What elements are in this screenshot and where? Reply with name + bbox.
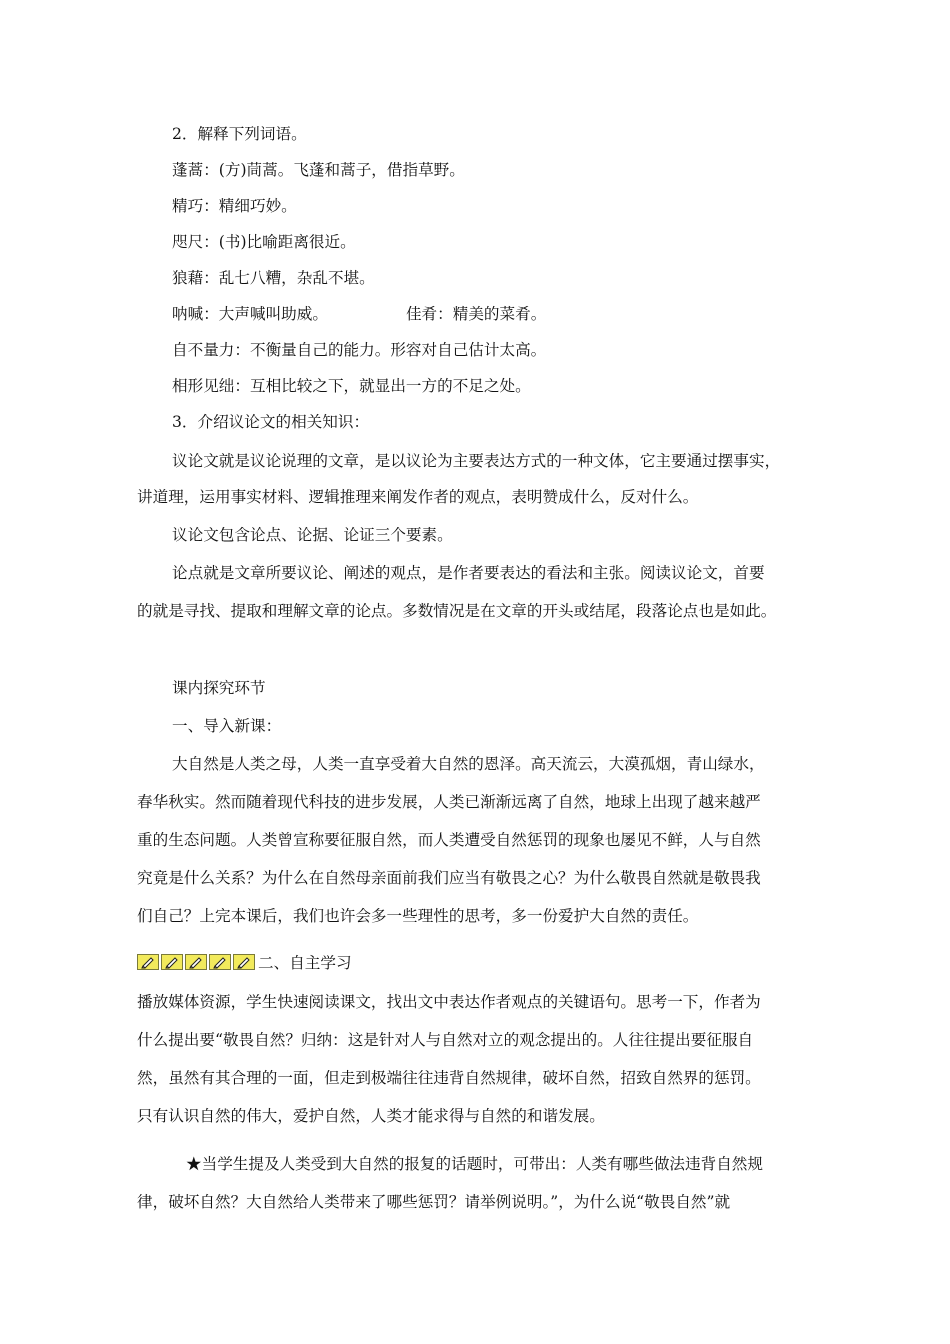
- pencil-icon: [233, 954, 255, 970]
- pencil-icon: [137, 954, 159, 970]
- paragraph-line: 然，虽然有其合理的一面，但走到极端往往违背自然规律，破坏自然，招致自然界的惩罚。: [137, 1069, 761, 1087]
- term-penghao: 蓬蒿：(方)茼蒿。飞蓬和蒿子，借指草野。: [172, 161, 465, 179]
- paragraph-line: 讲道理，运用事实材料、逻辑推理来阐发作者的观点，表明赞成什么，反对什么。: [137, 488, 699, 506]
- subsection-heading: 二、自主学习: [258, 954, 352, 972]
- pencil-icon: [209, 954, 231, 970]
- paragraph-line: 的就是寻找、提取和理解文章的论点。多数情况是在文章的开头或结尾，段落论点也是如此。: [137, 602, 777, 620]
- term-nahan: 呐喊：大声喊叫助威。: [172, 305, 328, 323]
- pencil-icon: [185, 954, 207, 970]
- paragraph-line: 们自己？上完本课后，我们也许会多一些理性的思考，多一份爱护大自然的责任。: [137, 907, 699, 925]
- paragraph-line: 论点就是文章所要议论、阐述的观点，是作者要表达的看法和主张。阅读议论文，首要: [172, 564, 765, 582]
- paragraph-line: 春华秋实。然而随着现代科技的进步发展，人类已渐渐远离了自然，地球上出现了越来越严: [137, 793, 761, 811]
- paragraph-line: 什么提出要“敬畏自然？归纳：这是针对人与自然对立的观念提出的。人往往提出要征服自: [137, 1031, 754, 1049]
- term-xiangxingjianchu: 相形见绌：互相比较之下，就显出一方的不足之处。: [172, 377, 531, 395]
- paragraph-line: 重的生态问题。人类曾宣称要征服自然，而人类遭受自然惩罚的现象也屡见不鲜，人与自然: [137, 831, 761, 849]
- paragraph-line: 议论文就是议论说理的文章，是以议论为主要表达方式的一种文体，它主要通过摆事实，: [172, 452, 781, 470]
- icon-strip: [137, 954, 257, 972]
- term-zhichi: 咫尺：(书)比喻距离很近。: [172, 233, 356, 251]
- paragraph-line: 播放媒体资源，学生快速阅读课文，找出文中表达作者观点的关键语句。思考一下，作者为: [137, 993, 761, 1011]
- term-langji: 狼藉：乱七八糟，杂乱不堪。: [172, 269, 375, 287]
- paragraph-line-starred: ★当学生提及人类受到大自然的报复的话题时，可带出：人类有哪些做法违背自然规: [186, 1155, 763, 1173]
- paragraph-line: 究竟是什么关系？为什么在自然母亲面前我们应当有敬畏之心？为什么敬畏自然就是敬畏我: [137, 869, 761, 887]
- pencil-icon: [161, 954, 183, 970]
- term-jingqiao: 精巧：精细巧妙。: [172, 197, 297, 215]
- paragraph-line: 只有认识自然的伟大，爱护自然，人类才能求得与自然的和谐发展。: [137, 1107, 605, 1125]
- paragraph-line: 律，破坏自然？大自然给人类带来了哪些惩罚？请举例说明。”，为什么说“敬畏自然”就: [137, 1193, 731, 1211]
- item-2-heading: 2．解释下列词语。: [172, 125, 307, 143]
- term-jiayao: 佳肴：精美的菜肴。: [405, 305, 547, 323]
- paragraph-line: 议论文包含论点、论据、论证三个要素。: [172, 526, 453, 544]
- subsection-heading: 一、导入新课：: [172, 717, 282, 735]
- paragraph-line: 大自然是人类之母，人类一直享受着大自然的恩泽。高天流云，大漠孤烟，青山绿水，: [172, 755, 765, 773]
- item-3-heading: 3．介绍议论文的相关知识：: [172, 413, 370, 431]
- term-zibuliangli: 自不量力：不衡量自己的能力。形容对自己估计太高。: [172, 341, 547, 359]
- section-heading: 课内探究环节: [172, 679, 266, 697]
- term-row-nahan: [172, 304, 546, 324]
